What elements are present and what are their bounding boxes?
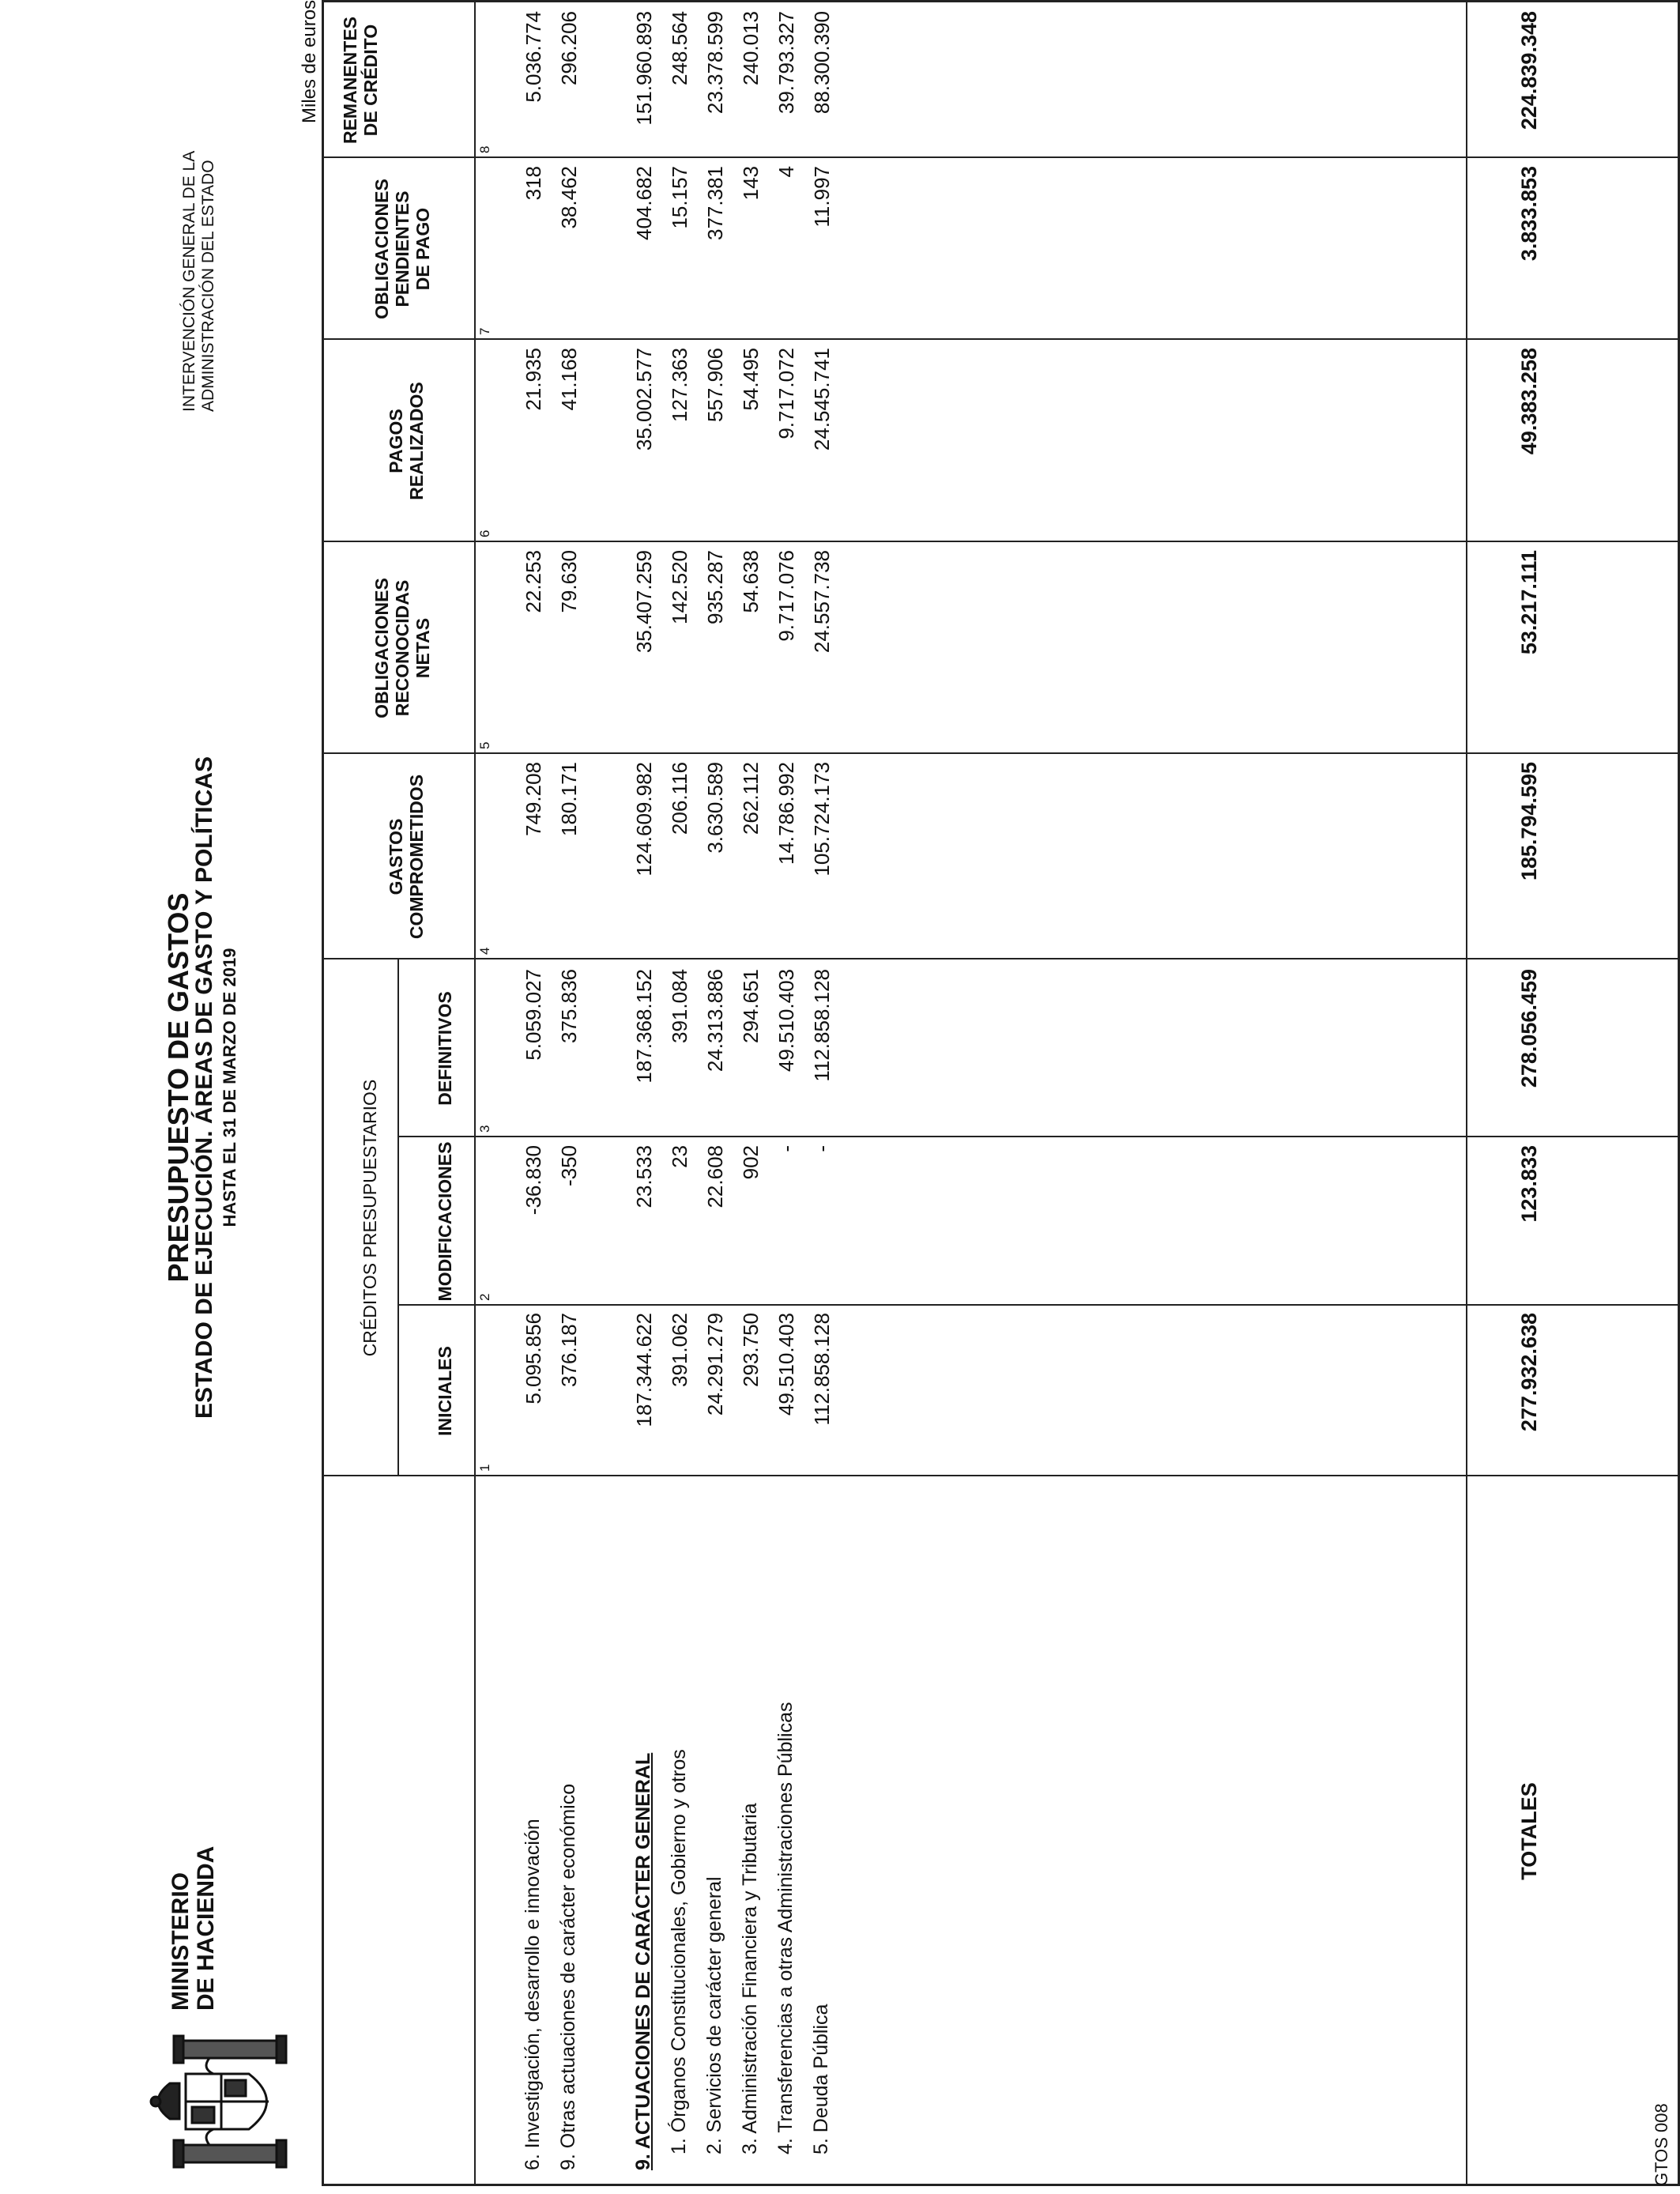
row-label: 4. Transferencias a otras Administraciones Públicas [774,1702,797,2154]
ministry-name-line2: DE HACIENDA [193,1845,219,2011]
table-cell: 151.960.893 [632,11,656,126]
ministry-name-line1: MINISTERIO [168,1872,194,2011]
table-cell: -36.830 [522,1145,545,1216]
header-creditos-group: CRÉDITOS PRESUPUESTARIOS [360,1079,380,1357]
col-divider-1 [322,958,1680,959]
table-cell: 35.002.577 [632,348,656,451]
column-number: 6 [477,530,492,537]
table-cell: 39.793.327 [774,11,798,115]
header-obligaciones-l2: RECONOCIDAS [392,579,412,717]
footer-code: GTOS 008 [1652,2103,1671,2186]
totals-label: TOTALES [1517,1782,1541,1880]
units-label: Miles de euros [299,0,320,123]
table-cell: 112.858.128 [810,969,834,1082]
creditos-subheader-line [397,959,399,1476]
column-number: 5 [477,741,492,749]
table-cell: - [774,1145,798,1152]
col-divider-2 [322,752,1680,754]
table-cell: 24.291.279 [703,1313,727,1416]
header-remanentes-l1: REMANENTES [340,17,360,145]
header-obligaciones-l1: OBLIGACIONES [371,578,392,718]
table-cell: 296.206 [557,11,581,85]
table-cell: 54.638 [739,550,763,613]
totals-cell: 3.833.853 [1517,166,1541,262]
table-cell: 124.609.982 [632,762,656,876]
table-cell: 377.381 [703,166,727,240]
table-cell: 4 [774,166,798,178]
table-cell: 35.407.259 [632,550,656,654]
header-pendientes-l1: OBLIGACIONES [371,179,392,319]
report-title: PRESUPUESTO DE GASTOS [162,892,194,1283]
header-pendientes-l3: DE PAGO [412,207,433,291]
table-cell: 5.036.774 [522,11,545,103]
table-cell: 187.344.622 [632,1313,656,1427]
header-pagos-l1: PAGOS [386,409,406,473]
column-number: 1 [477,1464,492,1472]
table-cell: 23.378.599 [703,11,727,115]
table-cell: 9.717.076 [774,550,798,642]
table-cell: 375.836 [557,969,581,1043]
table-cell: 49.510.403 [774,1313,798,1416]
col-divider-creditos-b [397,1136,1680,1137]
table-cell: 391.084 [668,969,691,1043]
table-cell: 23.533 [632,1145,656,1208]
column-number: 2 [477,1293,492,1301]
col-divider-3 [322,541,1680,542]
column-number: 3 [477,1125,492,1133]
totals-cell: 277.932.638 [1517,1313,1541,1432]
column-number: 4 [477,947,492,955]
igae-line2: ADMINISTRACIÓN DEL ESTADO [199,160,217,412]
table-cell: 54.495 [739,348,763,411]
table-border-top [322,0,324,2186]
row-label: 9. Otras actuaciones de carácter económico [557,1783,579,2170]
table-cell: 5.095.856 [522,1313,545,1404]
table-cell: 557.906 [703,348,727,422]
table-cell: 79.630 [557,550,581,613]
column-number: 7 [477,327,492,335]
table-cell: 24.545.741 [810,348,834,451]
totals-cell: 278.056.459 [1517,969,1541,1088]
table-cell: 5.059.027 [522,969,545,1061]
table-cell: 9.717.072 [774,348,798,439]
header-pagos-l2: REALIZADOS [406,382,427,500]
table-cell: 88.300.390 [810,11,834,115]
table-cell: - [810,1145,834,1152]
row-label: 1. Órganos Constitucionales, Gobierno y otros [668,1749,690,2154]
table-cell: 262.112 [739,762,763,835]
row-label: 3. Administración Financiera y Tributaria [739,1803,761,2154]
table-cell: 22.253 [522,550,545,613]
coat-of-arms-logo [138,2024,308,2178]
table-cell: 293.750 [739,1313,763,1387]
table-cell: 404.682 [632,166,656,240]
table-cell: 21.935 [522,348,545,411]
table-cell: -350 [557,1145,581,1187]
table-cell: 3.630.589 [703,762,727,854]
table-cell: 318 [522,166,545,201]
table-cell: 22.608 [703,1145,727,1208]
totals-cell: 224.839.348 [1517,11,1541,130]
header-definitivos: DEFINITIVOS [435,991,455,1106]
table-cell: 15.157 [668,166,691,229]
table-border-left [322,2184,1680,2186]
table-cell: 935.287 [703,550,727,624]
totals-cell: 53.217.111 [1517,550,1541,655]
totals-cell: 185.794.595 [1517,762,1541,881]
col-divider-creditos-a [397,1304,1680,1306]
table-cell: 11.997 [810,166,834,228]
header-pendientes-l2: PENDIENTES [392,190,412,307]
table-cell: 248.564 [668,11,691,85]
row-label: 9. ACTUACIONES DE CARÁCTER GENERAL [632,1752,654,2170]
table-cell: 376.187 [557,1313,581,1387]
row-label: 2. Servicios de carácter general [703,1876,725,2154]
table-cell: 24.557.738 [810,550,834,654]
table-cell: 180.171 [557,762,581,836]
table-cell: 49.510.403 [774,969,798,1072]
totals-cell: 49.383.258 [1517,348,1541,455]
table-cell: 14.786.992 [774,762,798,865]
table-cell: 902 [739,1145,763,1180]
header-iniciales: INICIALES [435,1346,455,1436]
table-cell: 38.462 [557,166,581,229]
column-number: 8 [477,145,492,153]
table-cell: 142.520 [668,550,691,624]
table-cell: 127.363 [668,348,691,422]
table-cell: 749.208 [522,762,545,836]
table-cell: 105.724.173 [810,762,834,876]
report-subtitle: ESTADO DE EJECUCIÓN. ÁREAS DE GASTO Y POLÍTICAS [191,756,217,1419]
header-modificaciones: MODIFICACIONES [435,1141,455,1302]
header-remanentes-l2: DE CRÉDITO [360,24,381,137]
header-gastos-l1: GASTOS [386,818,406,895]
table-cell: 143 [739,166,763,201]
totals-cell: 123.833 [1517,1145,1541,1223]
table-cell: 24.313.886 [703,969,727,1072]
table-cell: 187.368.152 [632,969,656,1084]
table-cell: 391.062 [668,1313,691,1387]
totals-divider [1466,0,1467,2186]
table-cell: 23 [668,1145,691,1168]
table-cell: 240.013 [739,11,763,85]
table-cell: 206.116 [668,762,691,835]
table-cell: 41.168 [557,348,581,411]
row-label: 6. Investigación, desarrollo e innovación [522,1819,544,2170]
igae-line1: INTERVENCIÓN GENERAL DE LA [180,150,198,412]
report-date: HASTA EL 31 DE MARZO DE 2019 [220,948,239,1227]
row-label: 5. Deuda Pública [810,2004,832,2154]
header-gastos-l2: COMPROMETIDOS [406,774,427,940]
header-divider [474,0,476,2186]
table-border-right [322,0,1680,2]
table-cell: 294.651 [739,969,763,1043]
header-obligaciones-l3: NETAS [412,617,433,679]
table-cell: 112.858.128 [810,1313,834,1426]
